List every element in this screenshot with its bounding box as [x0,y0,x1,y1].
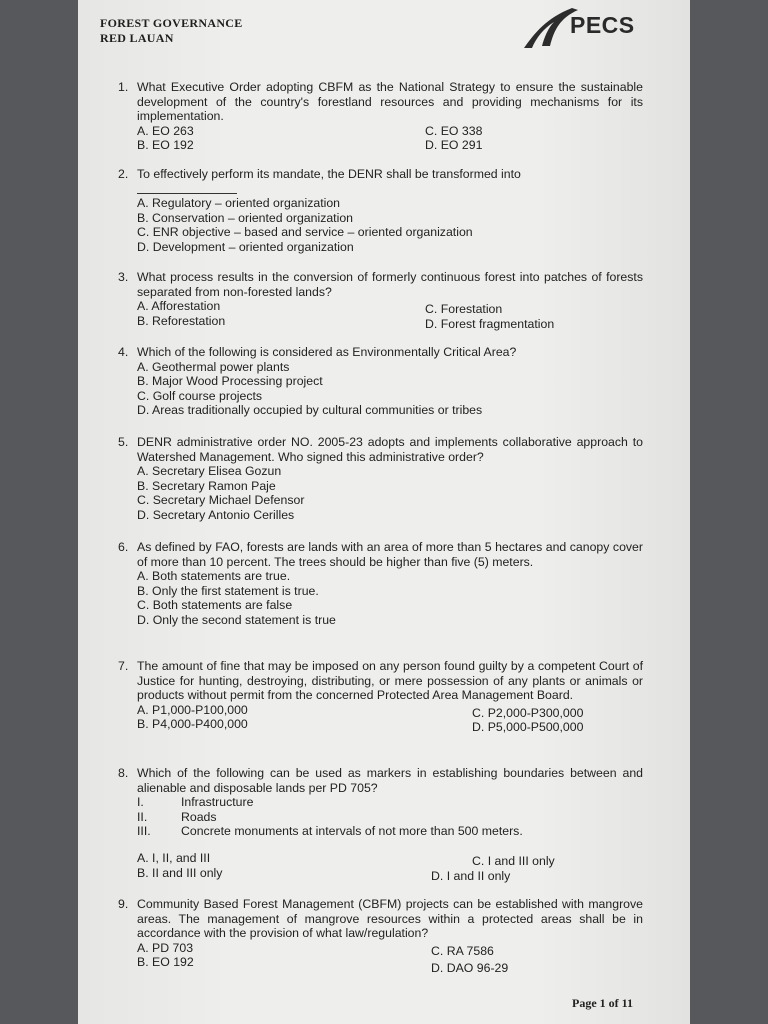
option-a: A. Geothermal power plants [137,359,290,374]
question-4 [118,345,643,418]
header-course: FOREST GOVERNANCE [100,16,243,30]
option-c: C. I and III only [472,853,555,868]
option-b: B. EO 192 [137,138,194,153]
question-stem: DENR administrative order NO. 2005-23 adopts and implements collaborative approach to Watershed Management. Who signed this administrative order? [137,435,643,464]
answer-blank [137,182,237,198]
option-a: A. Both statements are true. [137,569,291,584]
option-d: D. Development – oriented organization [137,239,354,254]
question-number: 5. [118,435,129,449]
option-b: B. II and III only [137,865,223,880]
option-a: A. Regulatory – oriented organization [137,196,341,211]
option-d: D. DAO 96-29 [431,961,509,976]
question-9 [118,897,643,976]
page-number: Page 1 of 11 [572,996,633,1010]
question-stem: Which of the following can be used as markers in establishing boundaries between and alienable and disposable lands per PD 705? [137,766,643,795]
question-8 [118,766,643,883]
option-b: B. Reforestation [137,313,226,328]
question-6 [118,540,643,628]
option-d: D. EO 291 [425,138,483,153]
question-number: 6. [118,540,129,554]
option-c: C. EO 338 [425,123,483,138]
option-b: B. Only the first statement is true. [137,583,319,598]
option-b: B. Major Wood Processing project [137,374,323,389]
question-number: 9. [118,897,129,911]
option-c: C. Forestation [425,302,503,317]
option-d: D. Secretary Antonio Cerilles [137,507,295,522]
question-7 [118,659,643,735]
option-c: C. Golf course projects [137,388,263,403]
question-stem: What process results in the conversion of formerly continuous forest into patches of forests separated from non-forested lands? [137,270,643,299]
apecs-logo [520,4,635,52]
question-stem: Community Based Forest Management (CBFM) projects can be established with mangrove areas. The management of mangrove resources within a protected areas shall be in accordance with the provision of what law/regulation? [137,897,643,941]
question-number: 2. [118,167,129,181]
document-header [100,16,243,46]
question-number: 1. [118,80,129,94]
option-b: B. Conservation – oriented organization [137,210,354,225]
option-a: A. PD 703 [137,940,194,955]
question-number: 3. [118,270,129,284]
question-stem: Which of the following is considered as Environmentally Critical Area? [137,345,517,359]
option-d: D. I and II only [431,868,511,883]
question-stem: To effectively perform its mandate, the DENR shall be transformed into [137,167,521,181]
logo-text: PECS [570,12,635,38]
option-a: A. EO 263 [137,123,194,138]
roman-item-3: III. Concrete monuments at intervals of not more than 500 meters. [137,824,523,839]
option-a: A. Afforestation [137,299,221,314]
question-number: 7. [118,659,129,673]
exam-page [78,0,690,1024]
question-stem: The amount of fine that may be imposed on any person found guilty by a competent Court of Justice for hunting, destroying, distributing, or mere possession of any plants or animals or products without permit from the concerned Protected Area Management Board. [137,659,643,703]
option-a: A. I, II, and III [137,850,211,865]
option-d: D. Areas traditionally occupied by cultural communities or tribes [137,403,483,418]
question-stem: As defined by FAO, forests are lands with an area of more than 5 hectares and canopy cover of more than 10 percent. The trees should be higher than five (5) meters. [137,540,643,569]
option-c: C. P2,000-P300,000 [472,705,584,720]
option-a: A. Secretary Elisea Gozun [137,464,282,479]
roman-item-1: I. Infrastructure [137,795,254,810]
option-d: D. Forest fragmentation [425,316,555,331]
question-3 [118,270,643,331]
option-b: B. EO 192 [137,955,194,970]
question-1 [118,80,643,153]
option-d: D. P5,000-P500,000 [472,720,584,735]
option-b: B. Secretary Ramon Paje [137,478,276,493]
option-c: C. ENR objective – based and service – oriented organization [137,225,473,240]
question-stem: What Executive Order adopting CBFM as the National Strategy to ensure the sustainable development of the country's forestland resources and providing mechanisms for its implementation. [137,80,643,124]
question-2 [118,167,643,255]
question-number: 8. [118,766,129,780]
header-section: RED LAUAN [100,31,174,45]
option-c: C. RA 7586 [431,943,494,958]
question-number: 4. [118,345,129,359]
option-d: D. Only the second statement is true [137,612,336,627]
option-c: C. Secretary Michael Defensor [137,493,305,508]
option-b: B. P4,000-P400,000 [137,717,248,732]
roman-item-2: II. Roads [137,809,217,824]
option-c: C. Both statements are false [137,598,293,613]
question-5 [118,435,643,523]
option-a: A. P1,000-P100,000 [137,702,248,717]
